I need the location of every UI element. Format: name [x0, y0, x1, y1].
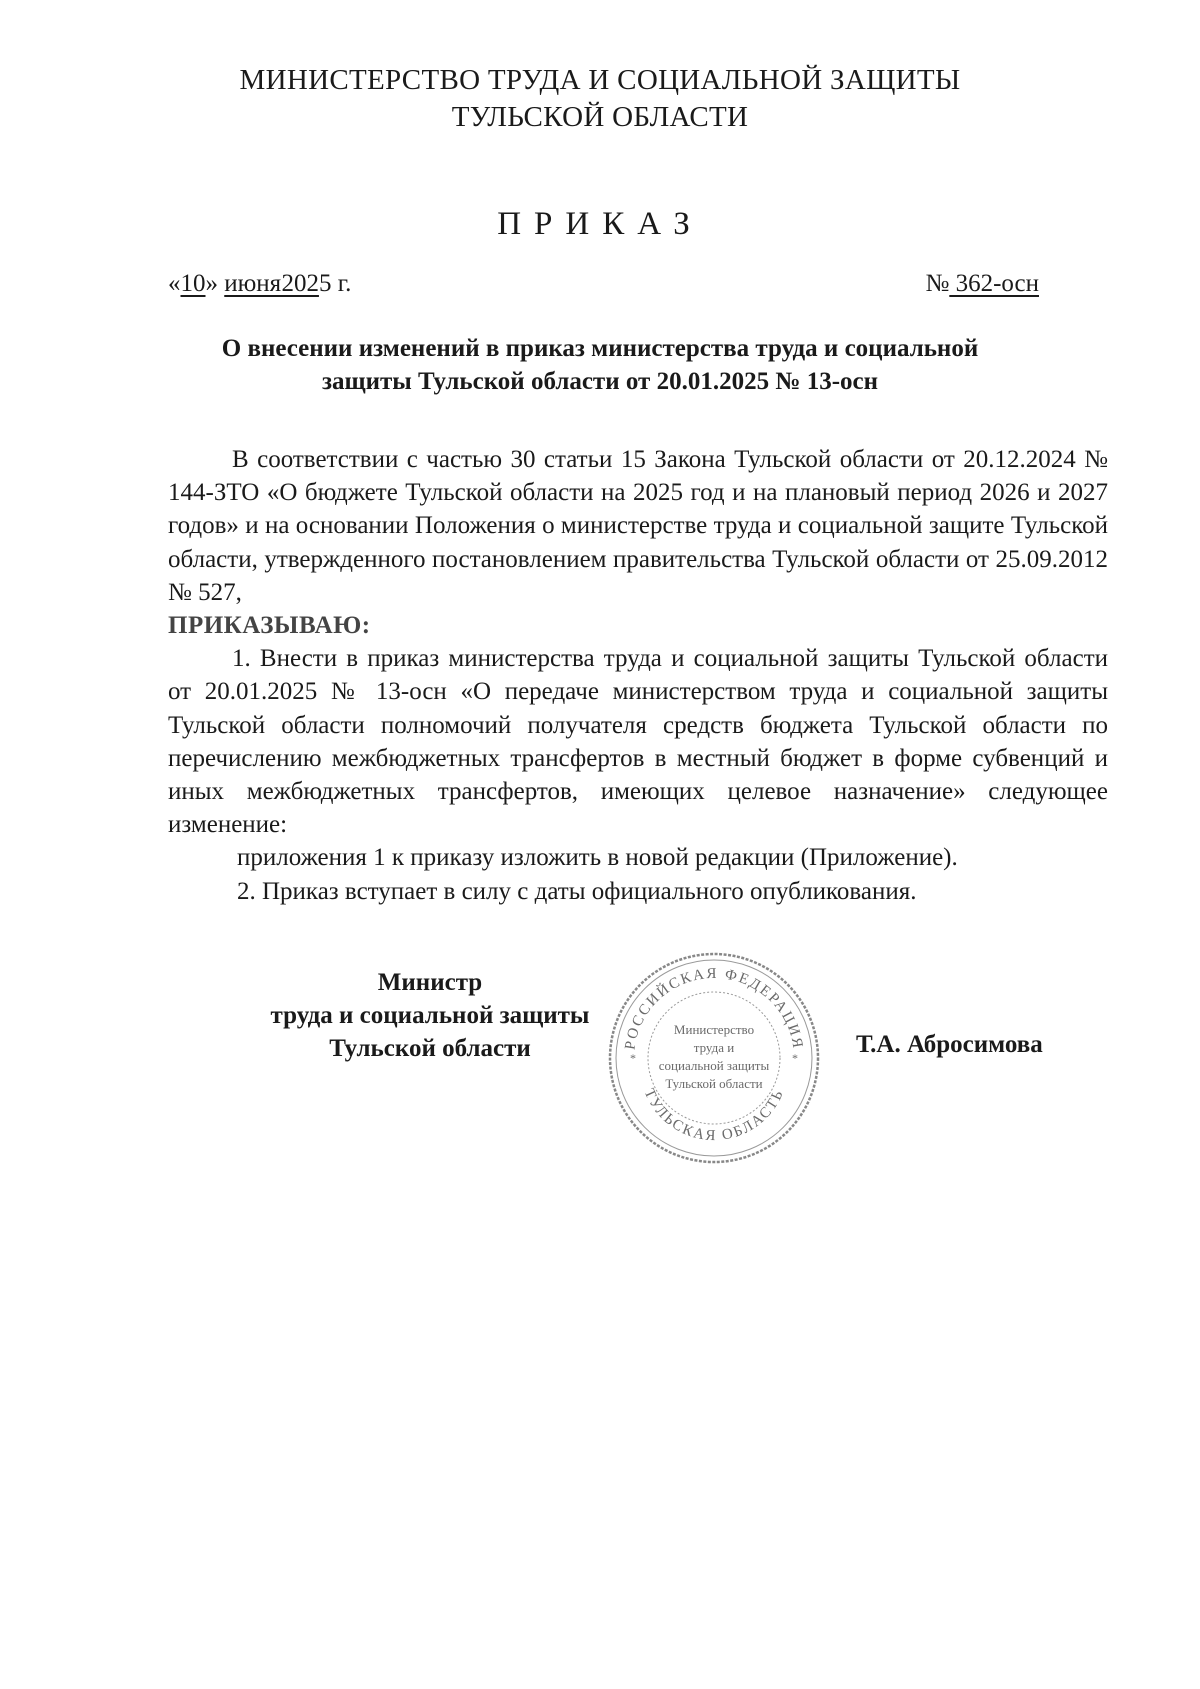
item2-paragraph: 2. Приказ вступает в силу с даты официального опубликования. [237, 877, 917, 905]
date-suffix: г. [331, 270, 352, 297]
ministry-name-line2: ТУЛЬСКОЙ ОБЛАСТИ [451, 101, 749, 133]
seal-bottom-text: ТУЛЬСКАЯ ОБЛАСТЬ [640, 1086, 788, 1145]
number-value: 362-осн [949, 270, 1039, 297]
item1-paragraph: 1. Внести в приказ министерства труда и социальной защиты Тульской области от 20.01.2025 № 13-осн «О передаче министерством труда и социальной защиты Тульской области полномочий получателя средств бюджета Тульской области по перечислению межбюджетных трансфертов в местный бюджет в форме субвенций и иных межбюджетных трансфертов, имеющих целевое назначение» следующее изменение: [168, 645, 1108, 839]
document-type-heading: ПРИКАЗ [497, 206, 703, 242]
preamble-paragraph [168, 443, 1108, 642]
seal-top-text: РОССИЙСКАЯ ФЕДЕРАЦИЯ [622, 965, 806, 1051]
number-label: № [925, 270, 950, 297]
seal-inner-line4: Тульской области [665, 1076, 763, 1091]
preamble-text: В соответствии с частью 30 статьи 15 Закона Тульской области от 20.12.2024 № 144-ЗТО «О бюджете Тульской области на 2025 год и на плановый период 2026 и 2027 годов» и на основании Положения о министерстве труда и социальной защите Тульской области, утвержденного постановлением правительства Тульской области от 25.09.2012 № 527, [168, 446, 1108, 606]
title-line2: защиты Тульской области от 20.01.2025 № 13-осн [321, 368, 879, 395]
document-date [168, 270, 351, 298]
date-year-prefix: 202 [275, 270, 319, 297]
date-year-suffix: 5 [318, 270, 332, 297]
date-month: июня [224, 270, 282, 297]
position-line1: Министр [377, 969, 483, 996]
seal-inner-line1: Министерство [673, 1022, 755, 1037]
seal-inner-line3: социальной защиты [658, 1058, 770, 1073]
seal-star-right-icon: * [792, 1051, 798, 1065]
seal-star-left-icon: * [630, 1051, 636, 1065]
document-number [925, 270, 1039, 298]
date-day: 10 [180, 270, 206, 297]
seal-inner-line2: труда и [693, 1040, 735, 1055]
position-line2: труда и социальной защиты [270, 1002, 590, 1029]
signatory-position [240, 966, 620, 1065]
order-word: ПРИКАЗЫВАЮ: [168, 612, 371, 640]
position-line3: Тульской области [329, 1035, 531, 1062]
document-title [180, 332, 1020, 398]
item1-change-line: приложения 1 к приказу изложить в новой редакции (Приложение). [237, 844, 958, 872]
document-body [168, 443, 1108, 908]
date-close-quote: » [205, 270, 225, 297]
ministry-header [0, 62, 1200, 136]
date-open-quote: « [168, 270, 181, 297]
ministry-name-line1: МИНИСТЕРСТВО ТРУДА И СОЦИАЛЬНОЙ ЗАЩИТЫ [239, 64, 961, 96]
signatory-name: Т.А. Абросимова [856, 1031, 1043, 1058]
title-line1: О внесении изменений в приказ министерства труда и социальной [221, 335, 979, 362]
official-seal [604, 948, 824, 1168]
